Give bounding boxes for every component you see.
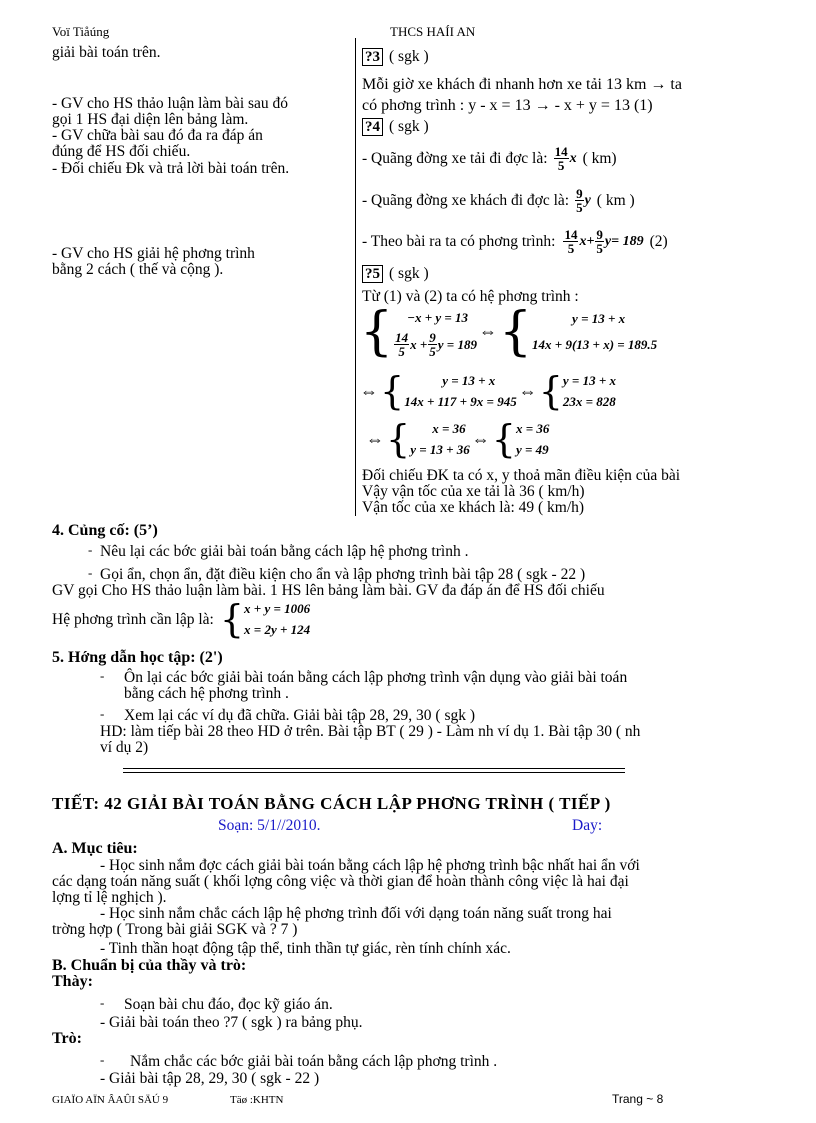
bullet-item: - Xem lại các ví dụ đã chữa. Giải bài tập 28, 29, 30 ( sgk )	[100, 706, 476, 724]
equation-2: - Theo bài ra ta có phơng trình: $\frac{14}{5}$ x+ $\frac{9}{5}$ y = 189 (2)	[362, 226, 668, 256]
q3-row: ?3 ( sgk )	[362, 48, 429, 66]
tro-heading: Trò:	[52, 1030, 82, 1047]
left-text: đúng để HS đối chiếu.	[52, 143, 191, 160]
bullet-item: - Nêu lại các bớc giải bài toán bằng cách lập hệ phơng trình .	[88, 542, 469, 560]
section-4-heading: 4. Củng cố: (5’)	[52, 522, 158, 539]
body-text: - Học sinh nắm chắc cách lập hệ phơng trình đối với dạng toán năng suất trong hai	[100, 905, 612, 922]
system-28: Hệ phơng trình cần lập là: { x + y = 1006 x = 2y + 124	[52, 597, 311, 641]
column-divider	[355, 38, 356, 516]
soan-date: Soạn: 5/1//2010.	[218, 817, 321, 834]
left-text: bằng 2 cách ( thế và cộng ).	[52, 261, 224, 278]
bullet-item: - Nắm chắc các bớc giải bài toán bằng cách lập phơng trình .	[100, 1052, 498, 1070]
truck-distance: - Quãng đờng xe tải đi đợc là: $\frac{14}{5}$ x ( km)	[362, 143, 617, 173]
right-text: Đối chiếu ĐK ta có x, y thoả mãn điều kiện của bài	[362, 467, 681, 484]
body-text: HD: làm tiếp bài 28 theo HD ở trên. Bài tập BT ( 29 ) - Làm nh ví dụ 1. Bài tập 30 ( nh	[100, 723, 641, 740]
page-number: Trang ~ 8	[612, 1092, 664, 1106]
equation-system-1: { −x + y = 13 $\frac{14}{5}$ x + $\frac{9}{5}$ y = 189 ⇔ { y = 13 + x 14x + 9(13 + x) = 189.5	[360, 301, 658, 362]
header-left: Voï Tiåúng	[52, 24, 110, 39]
q4-row: ?4 ( sgk )	[362, 118, 429, 136]
q5-label: ?5	[362, 265, 383, 283]
left-text: - GV cho HS giải hệ phơng trình	[52, 245, 255, 262]
body-text: bằng cách hệ phơng trình .	[124, 685, 289, 702]
body-text: - Giải bài tập 28, 29, 30 ( sgk - 22 )	[100, 1070, 320, 1087]
body-text: GV gọi Cho HS thảo luận làm bài. 1 HS lên bảng làm bài. GV đa đáp án để HS đối chiếu	[52, 582, 605, 599]
right-text: Từ (1) và (2) ta có hệ phơng trình :	[362, 288, 579, 305]
left-text: gọi 1 HS đại diện lên bảng làm.	[52, 111, 249, 128]
bullet-item: - Gọi ẩn, chọn ẩn, đặt điều kiện cho ẩn và lập phơng trình bài tập 28 ( sgk - 22 )	[88, 565, 586, 583]
q4-label: ?4	[362, 118, 383, 136]
right-text: Vậy vận tốc của xe tải là 36 ( km/h)	[362, 483, 585, 500]
body-text: các dạng toán năng suất ( khối lợng công việc và thời gian để hoàn thành công việc là hai đại	[52, 873, 629, 890]
equation-system-2: ⇔ { y = 13 + x 14x + 117 + 9x = 945 ⇔ { y = 13 + x 23x = 828	[360, 369, 616, 413]
bus-distance: - Quãng đờng xe khách đi đợc là: $\frac{9}{5}$ y ( km )	[362, 185, 635, 215]
body-text: - Học sinh nắm đợc cách giải bài toán bằng cách lập hệ phơng trình bậc nhất hai ẩn với	[100, 857, 640, 874]
bullet-item: - Soạn bài chu đáo, đọc kỹ giáo án.	[100, 995, 333, 1013]
thay-heading: Thày:	[52, 973, 93, 990]
equation-system-3: ⇔ { x = 36 y = 13 + 36 ⇔ { x = 36 y = 49	[366, 417, 550, 461]
body-text: - Giải bài toán theo ?7 ( sgk ) ra bảng phụ.	[100, 1014, 363, 1031]
body-text: - Tinh thần hoạt động tập thể, tinh thần tự giác, rèn tính chính xác.	[100, 940, 511, 957]
left-text: - GV chữa bài sau đó đa ra đáp án	[52, 127, 263, 144]
right-text: Vận tốc của xe khách là: 49 ( km/h)	[362, 499, 585, 516]
body-text: lợng tỉ lệ nghịch ).	[52, 889, 167, 906]
right-text: Mỗi giờ xe khách đi nhanh hơn xe tải 13 km → ta	[362, 76, 682, 93]
q3-label: ?3	[362, 48, 383, 66]
section-separator	[123, 768, 625, 773]
body-text: trờng hợp ( Trong bài giải SGK và ? 7 )	[52, 921, 298, 938]
day-label: Day:	[572, 817, 603, 834]
body-text: ví dụ 2)	[100, 739, 149, 756]
footer-middle: Täø :KHTN	[230, 1094, 284, 1106]
section-b-heading: B. Chuẩn bị của thầy và trò:	[52, 957, 247, 974]
bullet-item: - Ôn lại các bớc giải bài toán bằng cách lập phơng trình vận dụng vào giải bài toán	[100, 668, 628, 686]
left-text: giải bài toán trên.	[52, 44, 161, 61]
lesson-title: TIẾT: 42 GIẢI BÀI TOÁN BẰNG CÁCH LẬP PHƠNG TRÌNH ( TIẾP )	[52, 794, 611, 813]
left-text: - GV cho HS thảo luận làm bài sau đó	[52, 95, 289, 112]
left-text: - Đối chiếu Đk và trả lời bài toán trên.	[52, 160, 290, 177]
section-5-heading: 5. Hớng dẫn học tập: (2')	[52, 649, 223, 666]
header-center: THCS HAÍI AN	[390, 24, 476, 39]
right-text: có phơng trình : y - x = 13 → - x + y = 13 (1)	[362, 97, 653, 114]
section-a-heading: A. Mục tiêu:	[52, 840, 138, 857]
footer-left: GIAÏO AÏN ÂAÛI SÄÚ 9	[52, 1094, 169, 1106]
q5-row: ?5 ( sgk )	[362, 265, 429, 283]
